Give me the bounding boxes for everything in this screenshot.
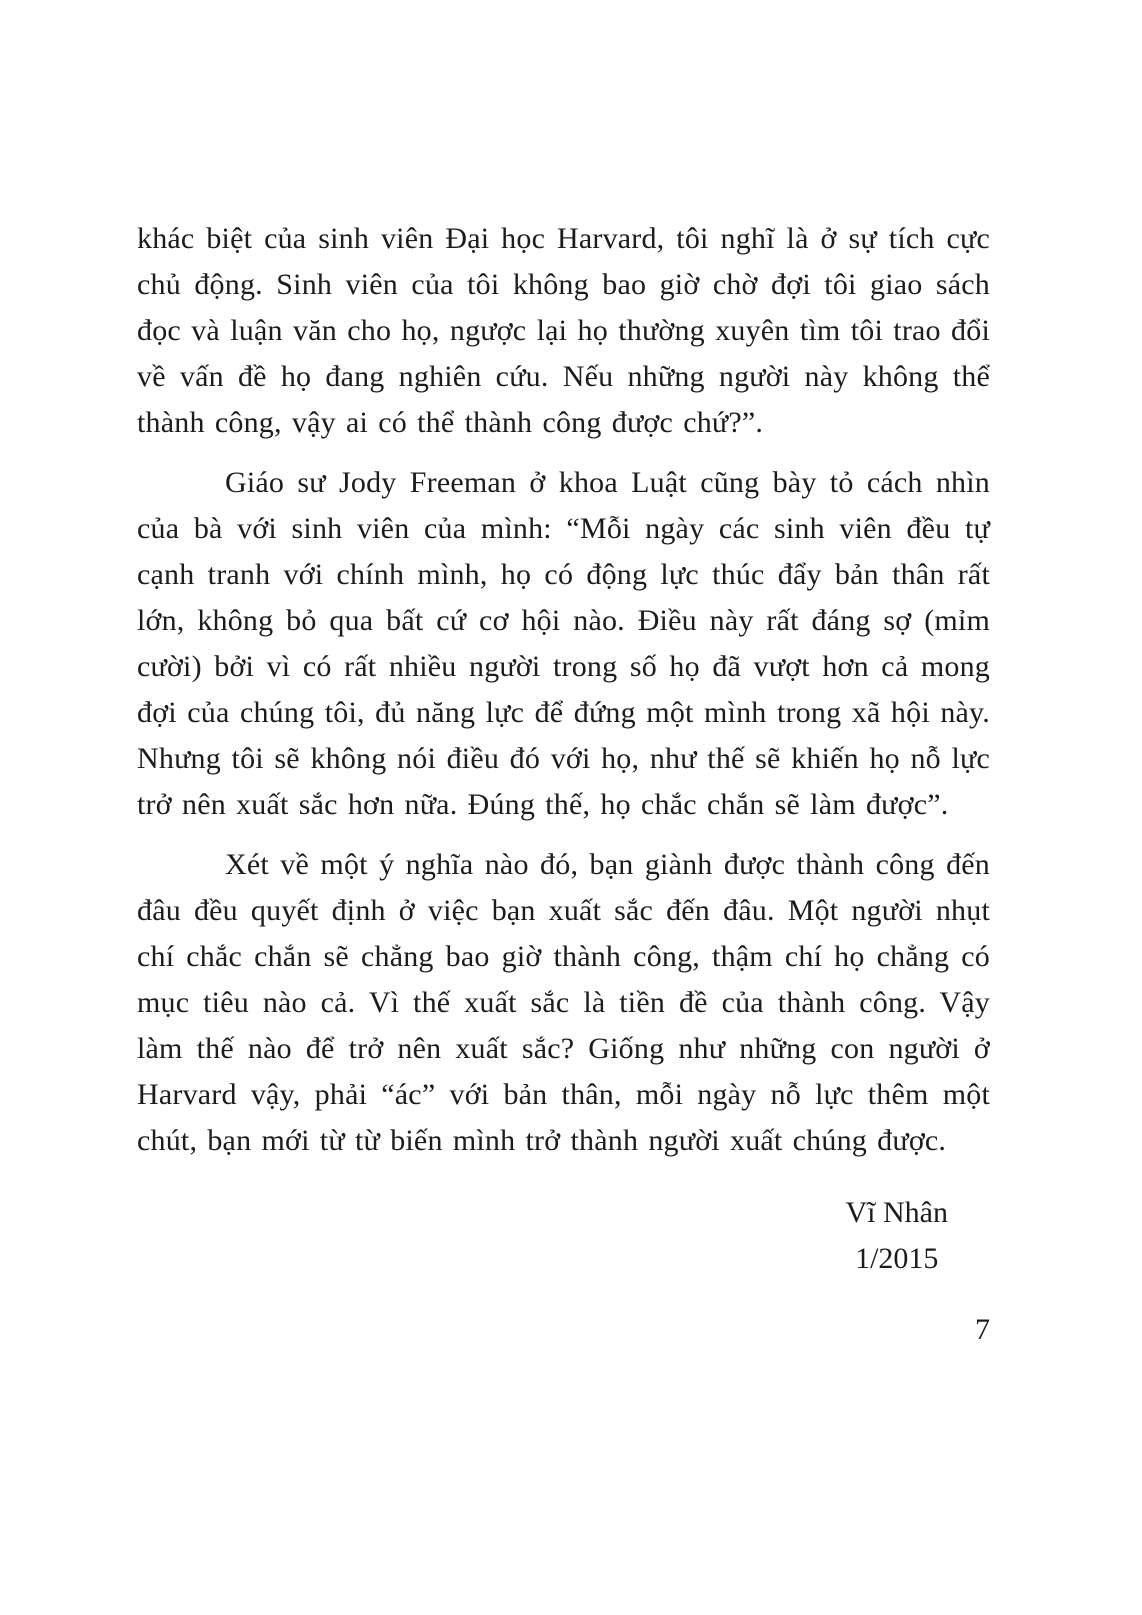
signature-date: 1/2015	[855, 1242, 939, 1275]
body-paragraph: khác biệt của sinh viên Đại học Harvard, tôi nghĩ là ở sự tích cực chủ động. Sinh viên của tôi không bao giờ chờ đợi tôi giao sách đọc và luận văn cho họ, ngược lại họ thường xuyên tìm tôi trao đổi về vấn đề họ đang nghiên cứu. Nếu những người này không thể thành công, vậy ai có thể thành công được chứ?”.	[137, 222, 990, 439]
body-paragraph: Xét về một ý nghĩa nào đó, bạn giành được thành công đến đâu đều quyết định ở việc bạn xuất sắc đến đâu. Một người nhụt chí chắc chắn sẽ chẳng bao giờ thành công, thậm chí họ chẳng có mục tiêu nào cả. Vì thế xuất sắc là tiền đề của thành công. Vậy làm thế nào để trở nên xuất sắc? Giống như những con người ở Harvard vậy, phải “ác” với bản thân, mỗi ngày nỗ lực thêm một chút, bạn mới từ từ biến mình trở thành người xuất chúng được.	[137, 848, 990, 1157]
body-paragraph: Giáo sư Jody Freeman ở khoa Luật cũng bày tỏ cách nhìn của bà với sinh viên của mình: “Mỗi ngày các sinh viên đều tự cạnh tranh với chính mình, họ có động lực thúc đẩy bản thân rất lớn, không bỏ qua bất cứ cơ hội nào. Điều này rất đáng sợ (mỉm cười) bởi vì có rất nhiều người trong số họ đã vượt hơn cả mong đợi của chúng tôi, đủ năng lực để đứng một mình trong xã hội này. Nhưng tôi sẽ không nói điều đó với họ, như thế sẽ khiến họ nỗ lực trở nên xuất sắc hơn nữa. Đúng thế, họ chắc chắn sẽ làm được”.	[137, 466, 990, 821]
page-number: 7	[975, 1313, 990, 1346]
text-block	[137, 216, 990, 1350]
author-signature: Vĩ Nhân	[845, 1196, 948, 1229]
signature-block	[137, 1190, 990, 1282]
